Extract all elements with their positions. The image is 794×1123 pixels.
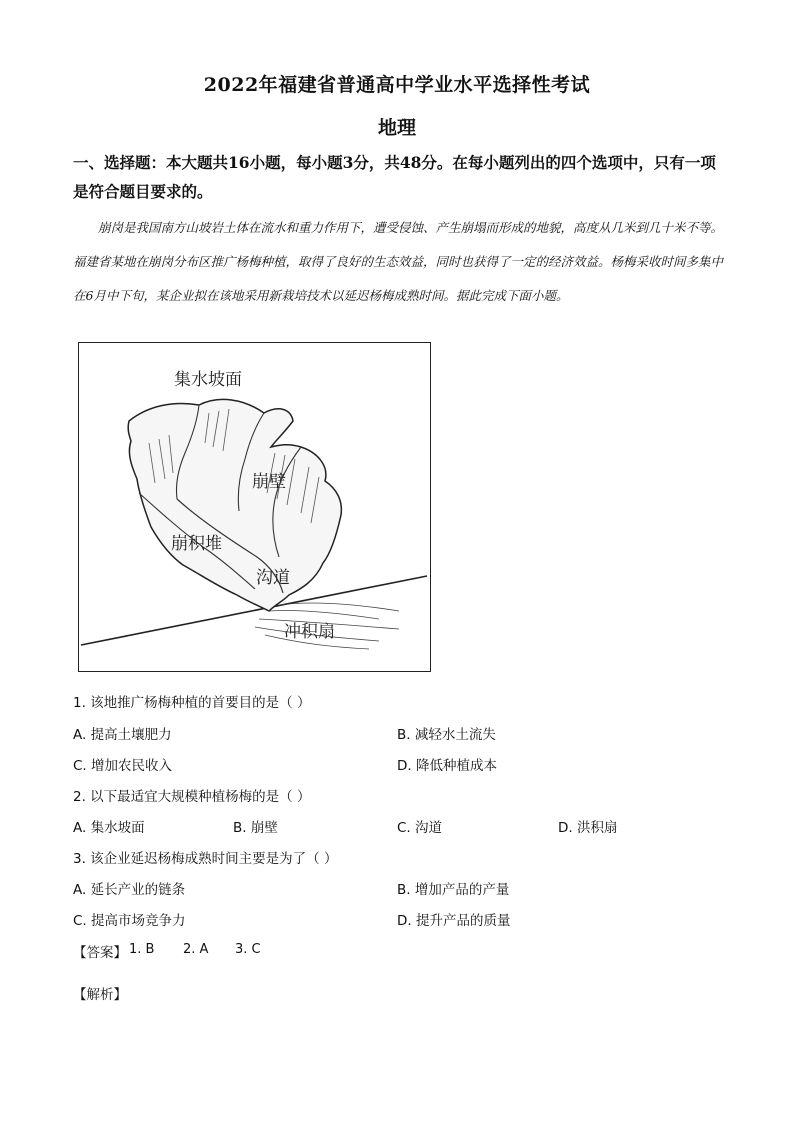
question-2-option-d[interactable]: D. 洪积扇 bbox=[558, 820, 618, 836]
question-1-option-d[interactable]: D. 降低种植成本 bbox=[397, 758, 497, 774]
question-1-option-a[interactable]: A. 提高土壤肥力 bbox=[73, 727, 172, 743]
landform-sketch bbox=[79, 343, 430, 671]
landform-figure bbox=[78, 342, 431, 672]
analysis-tag: 【解析】 bbox=[73, 987, 127, 1003]
label-alluvial-fan: 冲积扇 bbox=[284, 622, 335, 642]
question-3-option-d[interactable]: D. 提升产品的质量 bbox=[397, 913, 511, 929]
label-collapse-wall: 崩壁 bbox=[252, 472, 286, 492]
question-3-option-a[interactable]: A. 延长产业的链条 bbox=[73, 882, 186, 898]
question-1-option-b[interactable]: B. 减轻水土流失 bbox=[397, 727, 496, 743]
answer-tag: 【答案】 bbox=[73, 945, 127, 961]
question-2-option-b[interactable]: B. 崩壁 bbox=[233, 820, 278, 836]
question-2-stem: 2. 以下最适宜大规模种植杨梅的是（ ） bbox=[73, 789, 311, 805]
question-1-option-c[interactable]: C. 增加农民收入 bbox=[73, 758, 173, 774]
exam-title: 2022年福建省普通高中学业水平选择性考试 bbox=[203, 74, 591, 96]
question-2-option-a[interactable]: A. 集水坡面 bbox=[73, 820, 145, 836]
question-3-option-c[interactable]: C. 提高市场竞争力 bbox=[73, 913, 186, 929]
section-heading: 一、选择题：本大题共16小题，每小题3分，共48分。在每小题列出的四个选项中，只有一项是符合题目要求的。 bbox=[73, 153, 716, 201]
exam-subject: 地理 bbox=[377, 117, 416, 139]
label-catchment-slope: 集水坡面 bbox=[174, 370, 242, 390]
answer-1: 1. B bbox=[129, 942, 155, 957]
answer-3: 3. C bbox=[235, 942, 261, 957]
question-1-stem: 1. 该地推广杨梅种植的首要目的是（ ） bbox=[73, 695, 311, 711]
answer-2: 2. A bbox=[183, 942, 209, 957]
passage-text: 崩岗是我国南方山坡岩土体在流水和重力作用下，遭受侵蚀、产生崩塌而形成的地貌，高度从几米到几十米不等。福建省某地在崩岗分布区推广杨梅种植，取得了良好的生态效益，同时也获得了一定的经济效益。杨梅采收时间多集中在6月中下旬，某企业拟在该地采用新栽培技术以延迟杨梅成熟时间。据此完成下面小题。 bbox=[73, 220, 724, 303]
question-3-stem: 3. 该企业延迟杨梅成熟时间主要是为了（ ） bbox=[73, 851, 338, 867]
question-3-option-b[interactable]: B. 增加产品的产量 bbox=[397, 882, 510, 898]
label-gully: 沟道 bbox=[256, 568, 290, 588]
label-colluvium: 崩积堆 bbox=[171, 534, 222, 554]
question-2-option-c[interactable]: C. 沟道 bbox=[397, 820, 443, 836]
